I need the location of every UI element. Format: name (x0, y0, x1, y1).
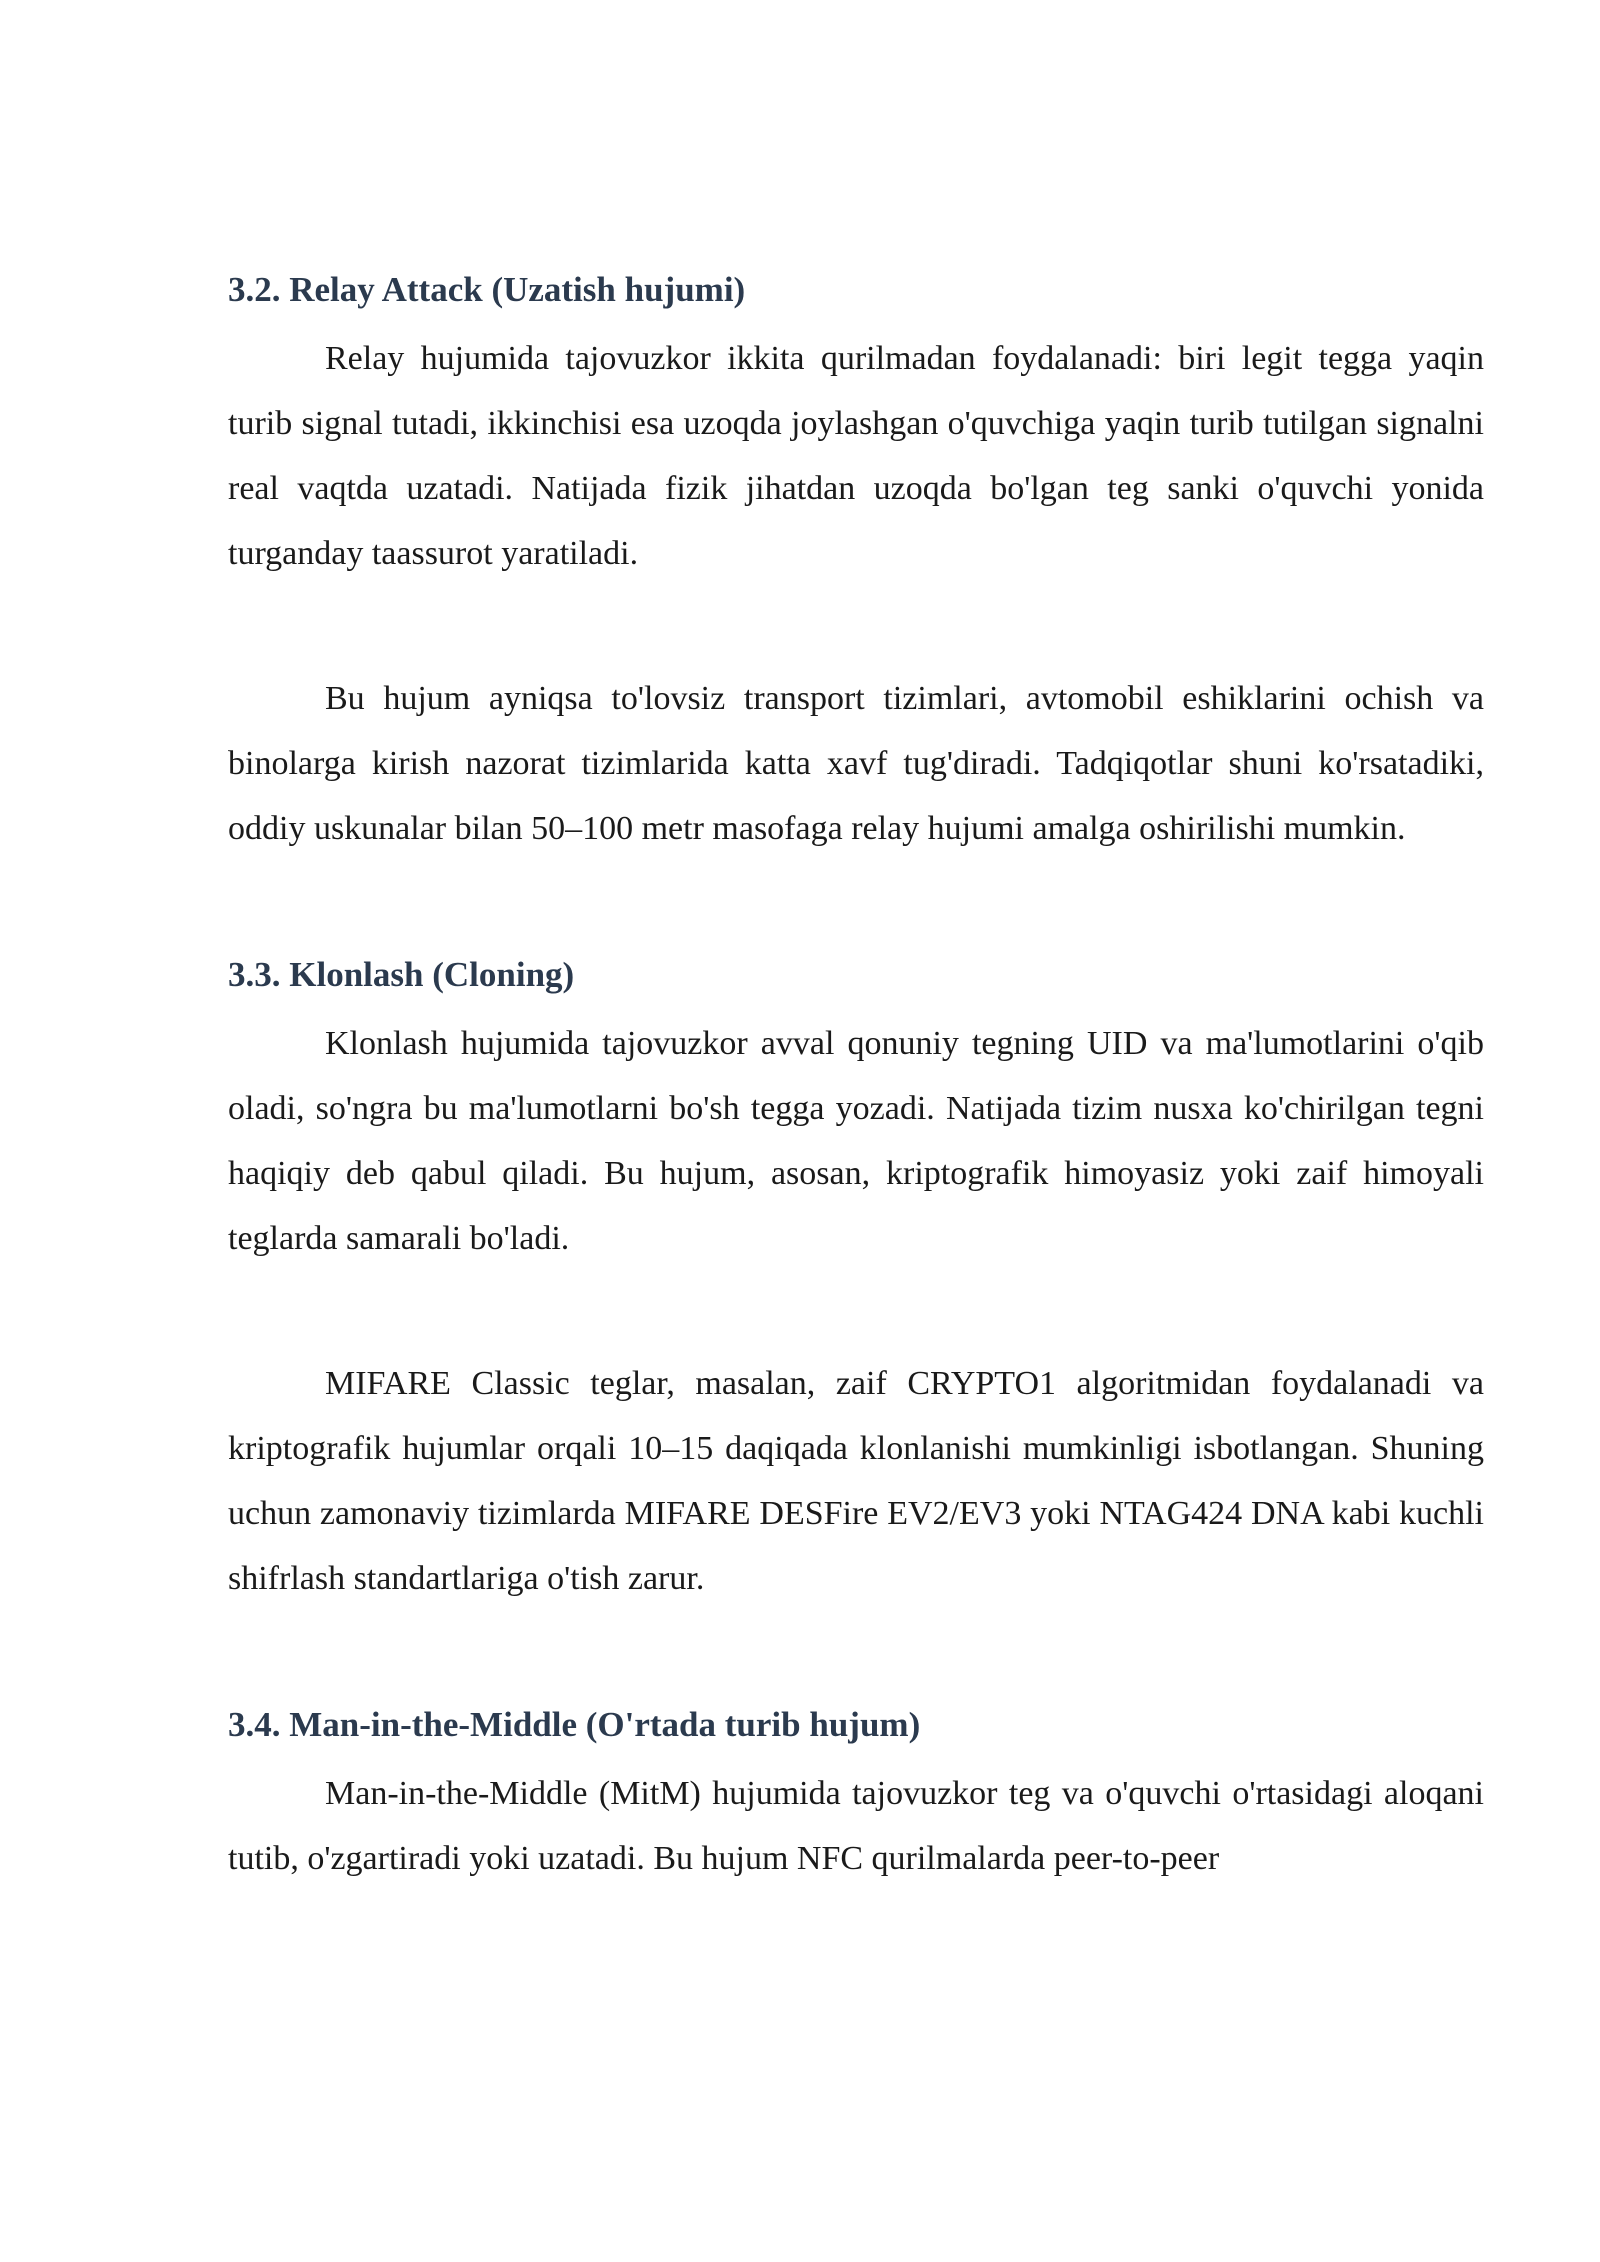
paragraph: Relay hujumida tajovuzkor ikkita qurilmadan foydalanadi: biri legit tegga yaqin turib signal tutadi, ikkinchisi esa uzoqda joylashgan o'quvchiga yaqin turib tutilgan signalni real vaqtda uzatadi. Natijada fizik jihatdan uzoqda bo'lgan teg sanki o'quvchi yonida turganday taassurot yaratiladi. (228, 340, 1484, 572)
section-heading: 3.3. Klonlash (Cloning) (228, 955, 575, 994)
paragraph-spacer (228, 586, 1484, 666)
paragraph-spacer (228, 1271, 1484, 1351)
section-relay-attack (228, 268, 1484, 861)
paragraph: MIFARE Classic teglar, masalan, zaif CRYPTO1 algoritmidan foydalanadi va kriptografik hujumlar orqali 10–15 daqiqada klonlanishi mumkinligi isbotlangan. Shuning uchun zamonaviy tizimlarda MIFARE DESFire EV2/EV3 yoki NTAG424 DNA kabi kuchli shifrlash standartlariga o'tish zarur. (228, 1365, 1484, 1597)
section-heading: 3.2. Relay Attack (Uzatish hujumi) (228, 270, 746, 309)
section-man-in-the-middle (228, 1703, 1484, 1891)
paragraph: Bu hujum ayniqsa to'lovsiz transport tizimlari, avtomobil eshiklarini ochish va binolarga kirish nazorat tizimlarida katta xavf tug'diradi. Tadqiqotlar shuni ko'rsatadiki, oddiy uskunalar bilan 50–100 metr masofaga relay hujumi amalga oshirilishi mumkin. (228, 680, 1484, 847)
section-heading: 3.4. Man-in-the-Middle (O'rtada turib hujum) (228, 1705, 921, 1744)
page-content (228, 268, 1484, 1891)
section-spacer (228, 1611, 1484, 1703)
section-cloning (228, 953, 1484, 1611)
paragraph: Man-in-the-Middle (MitM) hujumida tajovuzkor teg va o'quvchi o'rtasidagi aloqani tutib, o'zgartiradi yoki uzatadi. Bu hujum NFC qurilmalarda peer-to-peer (228, 1775, 1484, 1877)
section-spacer (228, 861, 1484, 953)
paragraph: Klonlash hujumida tajovuzkor avval qonuniy tegning UID va ma'lumotlarini o'qib oladi, so'ngra bu ma'lumotlarni bo'sh tegga yozadi. Natijada tizim nusxa ko'chirilgan tegni haqiqiy deb qabul qiladi. Bu hujum, asosan, kriptografik himoyasiz yoki zaif himoyali teglarda samarali bo'ladi. (228, 1025, 1484, 1257)
